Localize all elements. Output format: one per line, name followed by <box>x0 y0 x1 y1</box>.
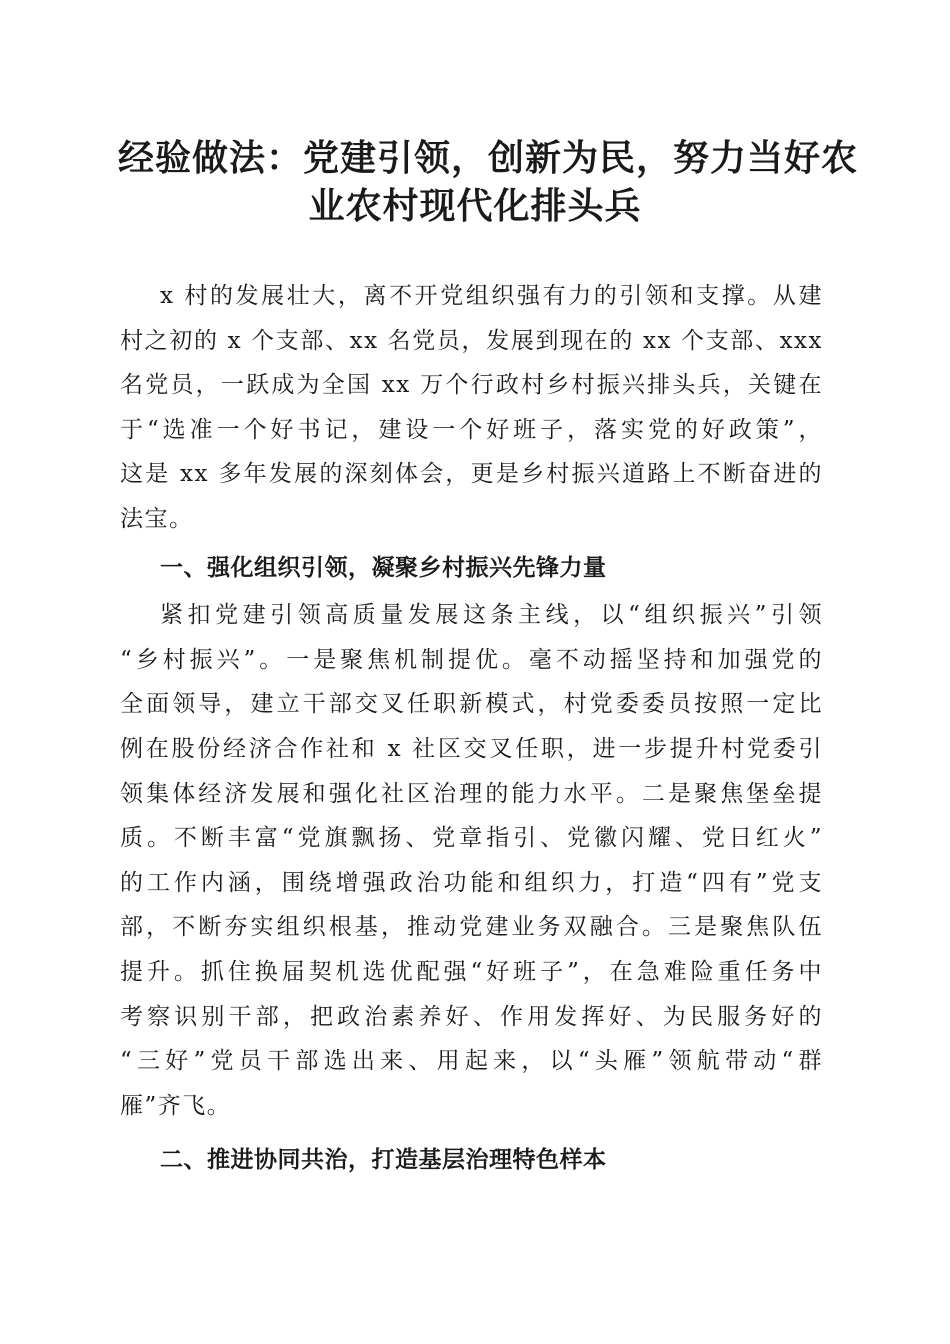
paragraph-line: x 村的发展壮大，离不开党组织强有力的引领和支撑。从建 <box>160 283 823 309</box>
section-heading-2: 二、推进协同共治，打造基层治理特色样本 <box>160 1147 607 1174</box>
paragraph-line: 提升。抓住换届契机选优配强“好班子”，在急难险重任务中 <box>120 958 823 985</box>
paragraph-line: 村之初的 x 个支部、xx 名党员，发展到现在的 xx 个支部、xxx <box>120 327 823 354</box>
document-title <box>118 134 859 230</box>
paragraph-line: 质。不断丰富“党旗飘扬、党章指引、党徽闪耀、党日红火” <box>120 825 823 852</box>
paragraph-line: 雁”齐飞。 <box>120 1092 232 1119</box>
paragraph-line: 名党员，一跃成为全国 xx 万个行政村乡村振兴排头兵，关键在 <box>120 372 823 399</box>
paragraph-line: 紧扣党建引领高质量发展这条主线，以“组织振兴”引领 <box>160 602 823 629</box>
title-line: 经验做法：党建引领，创新为民，努力当好农 <box>118 137 859 179</box>
paragraph-line: 法宝。 <box>120 505 194 532</box>
paragraph-line: 全面领导，建立干部交叉任职新模式，村党委委员按照一定比 <box>120 691 823 718</box>
paragraph-line: 例在股份经济合作社和 x 社区交叉任职，进一步提升村党委引 <box>120 735 823 762</box>
paragraph-line: 部，不断夯实组织根基，推动党建业务双融合。三是聚焦队伍 <box>120 914 823 941</box>
paragraph-line: “乡村振兴”。一是聚焦机制提优。毫不动摇坚持和加强党的 <box>120 646 823 673</box>
paragraph-line: 领集体经济发展和强化社区治理的能力水平。二是聚焦堡垒提 <box>120 780 823 807</box>
paragraph-line: “三好”党员干部选出来、用起来，以“头雁”领航带动“群 <box>120 1048 823 1075</box>
section1-paragraph <box>120 593 823 1128</box>
paragraph-line: 这是 xx 多年发展的深刻体会，更是乡村振兴道路上不断奋进的 <box>120 461 823 488</box>
paragraph-line: 考察识别干部，把政治素养好、作用发挥好、为民服务好的 <box>120 1003 823 1030</box>
document-body <box>120 274 823 1186</box>
paragraph-line: 的工作内涵，围绕增强政治功能和组织力，打造“四有”党支 <box>120 869 823 896</box>
paragraph-line: 于“选准一个好书记，建设一个好班子，落实党的好政策”， <box>120 416 823 443</box>
section-heading-1: 一、强化组织引领，凝聚乡村振兴先锋力量 <box>160 554 607 581</box>
intro-paragraph <box>120 274 823 542</box>
title-line: 业农村现代化排头兵 <box>308 185 642 227</box>
